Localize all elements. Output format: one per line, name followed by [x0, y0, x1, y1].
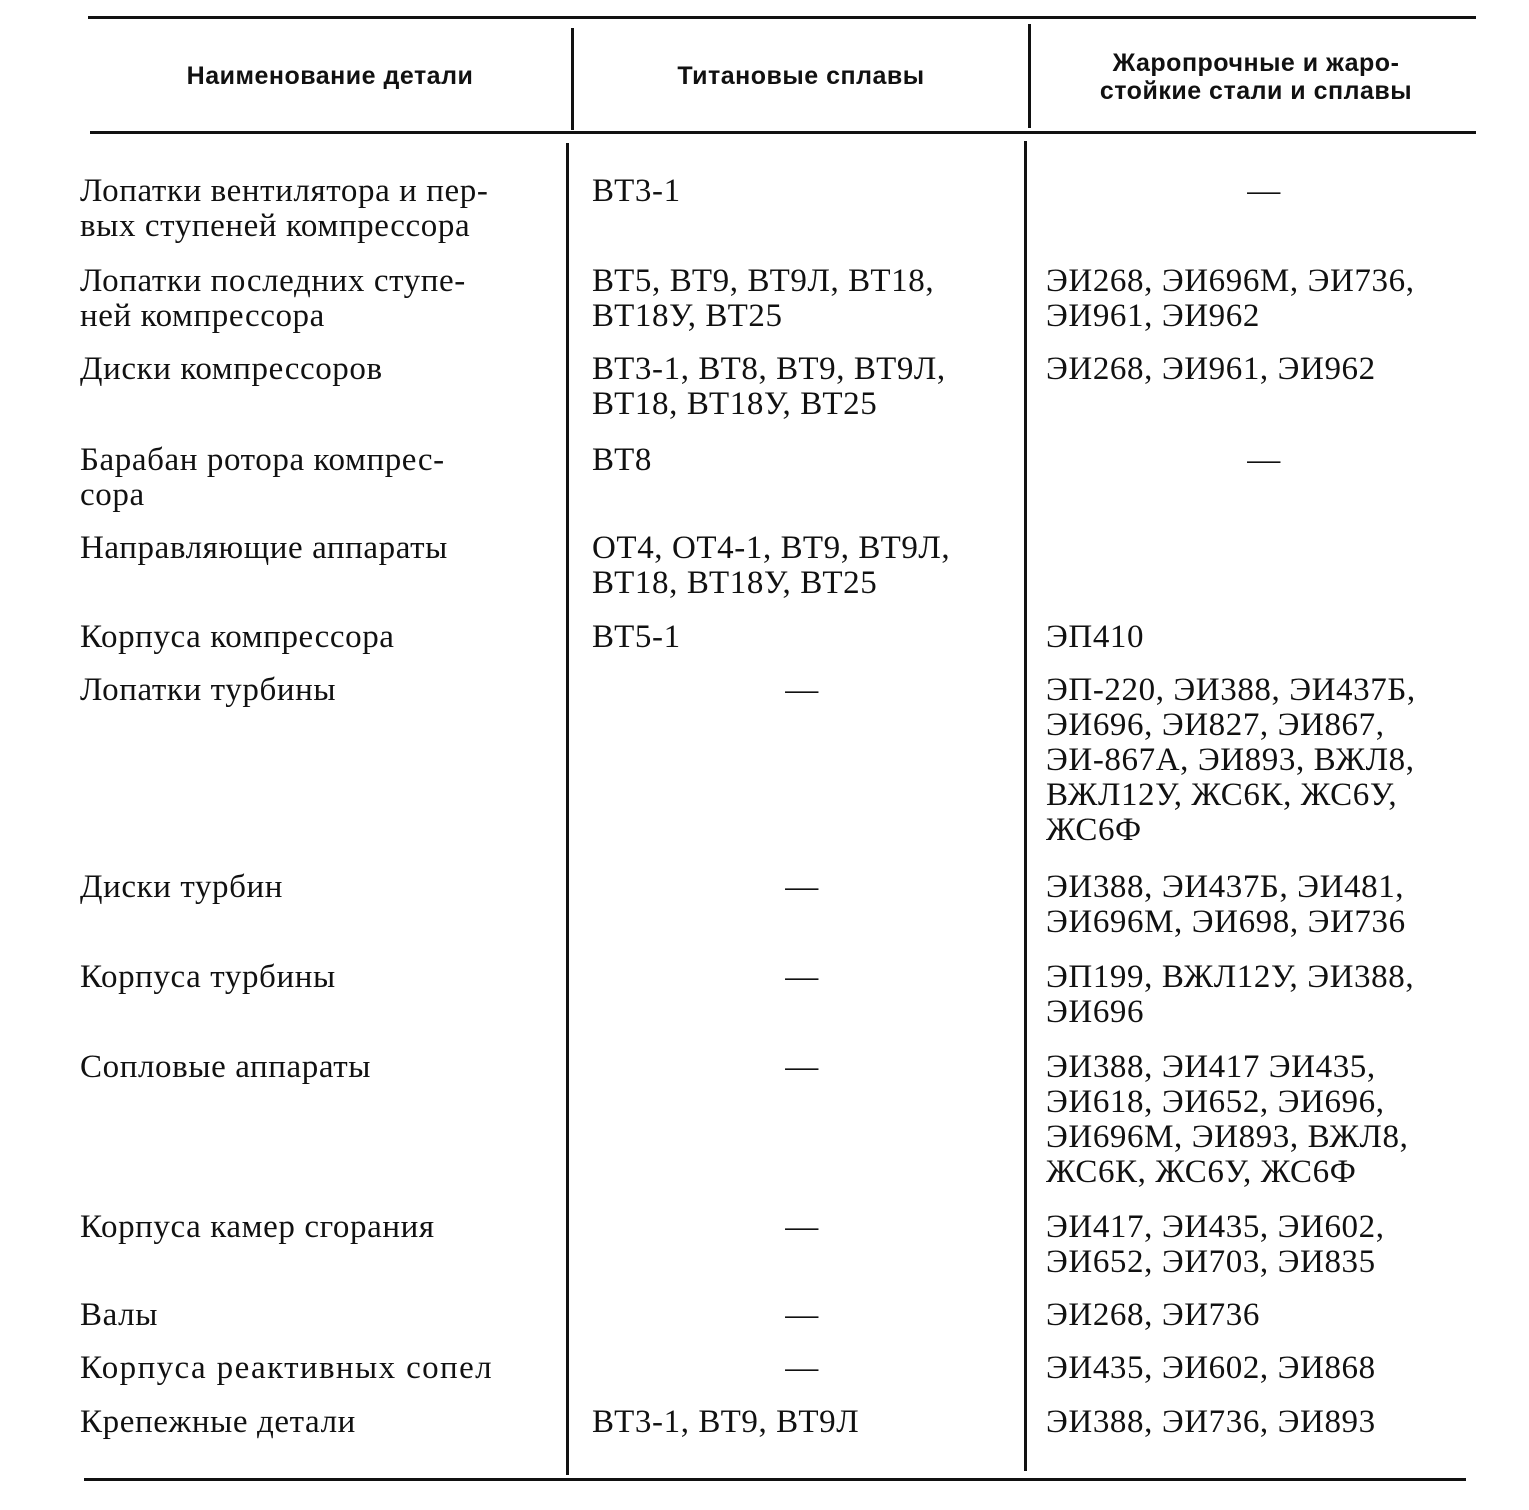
row-13-heat: ЭИ388, ЭИ736, ЭИ893 [1046, 1404, 1376, 1440]
row-6-titanium: — [785, 672, 819, 708]
row-5-titanium: ВТ5-1 [592, 619, 681, 655]
row-8-part: Корпуса турбины [80, 959, 336, 995]
row-0-part: Лопатки вентилятора и пер- вых ступеней компрессора [80, 173, 489, 244]
row-2-titanium: ВТ3-1, ВТ8, ВТ9, ВТ9Л, ВТ18, ВТ18У, ВТ25 [592, 351, 946, 422]
row-7-heat: ЭИ388, ЭИ437Б, ЭИ481, ЭИ696М, ЭИ698, ЭИ736 [1046, 869, 1406, 940]
row-2-part: Диски компрессоров [80, 351, 383, 387]
row-11-titanium: — [785, 1297, 819, 1333]
row-7-part: Диски турбин [80, 869, 284, 905]
row-3-titanium: ВТ8 [592, 442, 653, 478]
row-3-heat: — [1247, 442, 1281, 478]
body-divider-2 [1024, 141, 1027, 1471]
body-divider-1 [566, 143, 569, 1475]
header-heat-resistant-alloys: Жаропрочные и жаро- стойкие стали и сплавы [1099, 49, 1413, 105]
row-3-part: Барабан ротора компрес- сора [80, 442, 445, 513]
row-12-titanium: — [785, 1350, 819, 1386]
row-13-part: Крепежные детали [80, 1404, 356, 1440]
header-bottom-rule [90, 131, 1476, 134]
row-2-heat: ЭИ268, ЭИ961, ЭИ962 [1046, 351, 1376, 387]
row-10-part: Корпуса камер сгорания [80, 1209, 435, 1245]
row-6-part: Лопатки турбины [80, 672, 337, 708]
row-5-part: Корпуса компрессора [80, 619, 395, 655]
row-8-heat: ЭП199, ВЖЛ12У, ЭИ388, ЭИ696 [1046, 959, 1415, 1030]
row-11-part: Валы [80, 1297, 158, 1333]
row-9-heat: ЭИ388, ЭИ417 ЭИ435, ЭИ618, ЭИ652, ЭИ696, ЭИ696М, ЭИ893, ВЖЛ8, ЖС6К, ЖС6У, ЖС6Ф [1046, 1049, 1409, 1190]
row-0-heat: — [1247, 173, 1281, 209]
row-0-titanium: ВТ3-1 [592, 173, 681, 209]
header-divider-1 [571, 28, 574, 130]
row-9-part: Сопловые аппараты [80, 1049, 372, 1085]
row-4-part: Направляющие аппараты [80, 530, 448, 566]
row-10-heat: ЭИ417, ЭИ435, ЭИ602, ЭИ652, ЭИ703, ЭИ835 [1046, 1209, 1385, 1280]
row-4-titanium: ОТ4, ОТ4-1, ВТ9, ВТ9Л, ВТ18, ВТ18У, ВТ25 [592, 530, 951, 601]
header-divider-2 [1028, 24, 1031, 128]
row-8-titanium: — [785, 959, 819, 995]
row-5-heat: ЭП410 [1046, 619, 1145, 655]
row-6-heat: ЭП-220, ЭИ388, ЭИ437Б, ЭИ696, ЭИ827, ЭИ867, ЭИ-867А, ЭИ893, ВЖЛ8, ВЖЛ12У, ЖС6К, ЖС6У, ЖС6Ф [1046, 672, 1416, 848]
header-titanium-alloys: Титановые сплавы [677, 62, 925, 90]
row-1-heat: ЭИ268, ЭИ696М, ЭИ736, ЭИ961, ЭИ962 [1046, 263, 1415, 334]
bottom-rule [84, 1478, 1466, 1481]
row-1-part: Лопатки последних ступе- ней компрессора [80, 263, 466, 334]
row-7-titanium: — [785, 869, 819, 905]
row-12-heat: ЭИ435, ЭИ602, ЭИ868 [1046, 1350, 1376, 1386]
row-1-titanium: ВТ5, ВТ9, ВТ9Л, ВТ18, ВТ18У, ВТ25 [592, 263, 935, 334]
header-part-name: Наименование детали [186, 62, 474, 90]
top-rule [88, 16, 1476, 19]
row-9-titanium: — [785, 1049, 819, 1085]
row-13-titanium: ВТ3-1, ВТ9, ВТ9Л [592, 1404, 860, 1440]
row-11-heat: ЭИ268, ЭИ736 [1046, 1297, 1260, 1333]
row-12-part: Корпуса реактивных сопел [80, 1350, 494, 1386]
row-10-titanium: — [785, 1209, 819, 1245]
